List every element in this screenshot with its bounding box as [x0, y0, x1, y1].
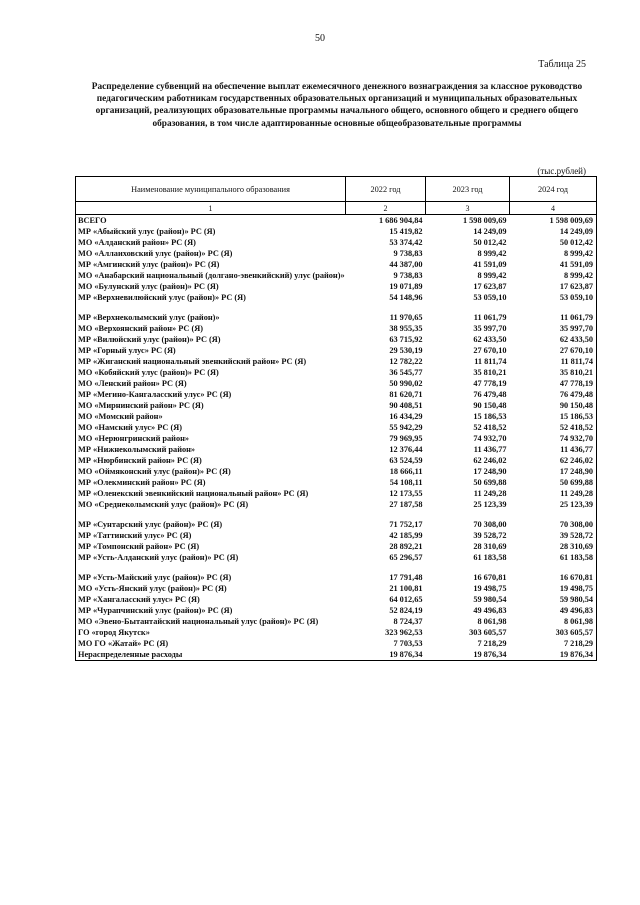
row-value-2024: 25 123,39	[510, 499, 597, 510]
row-value-2024: 11 061,79	[510, 312, 597, 323]
row-value-2023: 39 528,72	[473, 531, 507, 540]
row-value-2022: 54 148,96	[389, 293, 423, 302]
row-value-2022: 63 715,92	[389, 335, 423, 344]
row-value-2023: 11 436,77	[473, 445, 507, 454]
row-name: МР «Чурапчинский улус (район)» РС (Я)	[76, 605, 346, 616]
table-row	[76, 312, 597, 323]
table-row	[76, 215, 597, 227]
row-name: МО «Анабарский национальный (долгано-эвенкийский) улус (район)»	[76, 270, 346, 281]
row-name: МО «Мирнинский район» РС (Я)	[76, 400, 346, 411]
row-value-2024: 303 605,57	[510, 627, 597, 638]
header-num-1: 1	[76, 202, 346, 215]
header-2022: 2022 год	[346, 177, 426, 202]
row-value-2022: 71 752,17	[389, 520, 423, 529]
row-name: МР «Вилюйский улус (район)» РС (Я)	[76, 334, 346, 345]
row-value-2024: 14 249,09	[510, 226, 597, 237]
table-body	[76, 215, 597, 661]
row-value-2023: 90 150,48	[473, 401, 507, 410]
table-row	[76, 389, 597, 400]
row-value-2023: 11 249,28	[473, 489, 507, 498]
row-value-2024: 35 810,21	[510, 367, 597, 378]
row-value-2022: 42 185,99	[389, 531, 423, 540]
table-row	[76, 499, 597, 510]
row-value-2023: 8 061,98	[477, 617, 507, 626]
row-value-2024: 70 308,00	[510, 519, 597, 530]
row-name: МР «Оленекский эвенкийский национальный район» РС (Я)	[76, 488, 346, 499]
row-value-2022: 54 108,11	[389, 478, 423, 487]
row-value-2023: 11 061,79	[473, 313, 507, 322]
row-value-2022: 52 824,19	[389, 606, 423, 615]
row-value-2023: 14 249,09	[473, 227, 507, 236]
row-value-2022: 11 970,65	[389, 313, 423, 322]
row-value-2022: 9 738,83	[393, 249, 423, 258]
row-value-2024: 41 591,09	[510, 259, 597, 270]
row-value-2023: 50 699,88	[473, 478, 507, 487]
row-value-2024: 74 932,70	[510, 433, 597, 444]
row-value-2023: 59 980,54	[473, 595, 507, 604]
table-label: Таблица 25	[538, 59, 586, 70]
row-value-2024: 52 418,52	[510, 422, 597, 433]
row-name: МР «Нюрбинский район» РС (Я)	[76, 455, 346, 466]
row-value-2023: 61 183,58	[473, 553, 507, 562]
table-row	[76, 248, 597, 259]
units-label: (тыс.рублей)	[537, 166, 586, 176]
row-name: МР «Верхневилюйский улус (район)» РС (Я)	[76, 292, 346, 303]
row-value-2024: 11 436,77	[510, 444, 597, 455]
row-name: МО «Оймяконский улус (район)» РС (Я)	[76, 466, 346, 477]
header-2023: 2023 год	[426, 177, 510, 202]
table-row	[76, 605, 597, 616]
table-row	[76, 270, 597, 281]
row-value-2022: 81 620,71	[389, 390, 423, 399]
row-value-2023: 35 997,70	[473, 324, 507, 333]
row-name: МР «Олекминский район» РС (Я)	[76, 477, 346, 488]
row-value-2023: 303 605,57	[469, 628, 507, 637]
row-value-2023: 1 598 009,69	[462, 216, 507, 225]
row-name: МР «Мегино-Кангаласский улус» РС (Я)	[76, 389, 346, 400]
row-value-2024: 62 433,50	[510, 334, 597, 345]
table-row	[76, 572, 597, 583]
row-value-2024: 7 218,29	[510, 638, 597, 649]
row-name: МР «Верхнеколымский улус (район)»	[76, 312, 346, 323]
row-value-2024: 90 150,48	[510, 400, 597, 411]
row-value-2022: 28 892,21	[389, 542, 423, 551]
table-row	[76, 530, 597, 541]
row-value-2024: 35 997,70	[510, 323, 597, 334]
table-row	[76, 411, 597, 422]
row-value-2023: 74 932,70	[473, 434, 507, 443]
row-value-2023: 25 123,39	[473, 500, 507, 509]
row-name: МР «Хангаласский улус» РС (Я)	[76, 594, 346, 605]
spacer-row	[76, 510, 597, 519]
row-value-2024: 49 496,83	[510, 605, 597, 616]
table-row	[76, 519, 597, 530]
row-value-2023: 16 670,81	[473, 573, 507, 582]
row-value-2023: 50 012,42	[473, 238, 507, 247]
table-row	[76, 649, 597, 661]
table-row	[76, 367, 597, 378]
row-value-2022: 27 187,58	[389, 500, 423, 509]
row-name: МО «Аллаиховский улус (район)» РС (Я)	[76, 248, 346, 259]
table-row	[76, 259, 597, 270]
row-value-2024: 59 980,54	[510, 594, 597, 605]
row-value-2022: 36 545,77	[389, 368, 423, 377]
table-row	[76, 323, 597, 334]
row-name: Нераспределенные расходы	[76, 649, 346, 661]
row-value-2022: 79 969,95	[389, 434, 423, 443]
row-name: МО «Усть-Янский улус (район)» РС (Я)	[76, 583, 346, 594]
row-value-2024: 61 183,58	[510, 552, 597, 563]
table-row	[76, 583, 597, 594]
table-row	[76, 541, 597, 552]
row-value-2023: 47 778,19	[473, 379, 507, 388]
spacer-row	[76, 563, 597, 572]
document-title: Распределение субвенций на обеспечение выплат ежемесячного денежного вознаграждения за классное руководство педагогическим работникам государственных образовательных организаций и муниципальных образовательных организаций, реализующих образовательные программы начального общего, основного общего и среднего общего образования, в том числе адаптированные основные общеобразовательные программы	[91, 82, 583, 129]
row-value-2024: 8 999,42	[510, 248, 597, 259]
row-name: МО ГО «Жатай» РС (Я)	[76, 638, 346, 649]
row-value-2023: 49 496,83	[473, 606, 507, 615]
table-row	[76, 400, 597, 411]
row-value-2022: 12 782,22	[389, 357, 423, 366]
spacer-row	[76, 303, 597, 312]
row-value-2022: 29 530,19	[389, 346, 423, 355]
row-name: МО «Верхоянский район» РС (Я)	[76, 323, 346, 334]
row-value-2024: 8 999,42	[510, 270, 597, 281]
row-value-2022: 64 012,65	[389, 595, 423, 604]
row-value-2023: 19 876,34	[426, 649, 510, 661]
subsidy-table	[75, 176, 597, 661]
table-row	[76, 627, 597, 638]
table-row	[76, 444, 597, 455]
row-value-2023: 7 218,29	[477, 639, 507, 648]
row-name: МО «Намский улус» РС (Я)	[76, 422, 346, 433]
row-value-2023: 52 418,52	[473, 423, 507, 432]
row-value-2023: 17 248,90	[473, 467, 507, 476]
row-value-2022: 50 990,02	[389, 379, 423, 388]
table-row	[76, 616, 597, 627]
row-value-2023: 19 498,75	[473, 584, 507, 593]
row-name: МР «Жиганский национальный эвенкийский район» РС (Я)	[76, 356, 346, 367]
header-name: Наименование муниципального образования	[76, 177, 346, 202]
table-row	[76, 281, 597, 292]
row-value-2022: 1 686 904,84	[378, 216, 423, 225]
row-value-2022: 15 419,82	[389, 227, 423, 236]
row-value-2024: 50 012,42	[510, 237, 597, 248]
row-value-2024: 50 699,88	[510, 477, 597, 488]
row-value-2023: 27 670,10	[473, 346, 507, 355]
row-value-2024: 19 876,34	[510, 649, 597, 661]
table-row	[76, 638, 597, 649]
row-value-2024: 1 598 009,69	[510, 215, 597, 227]
row-value-2024: 53 059,10	[510, 292, 597, 303]
row-name: МР «Сунтарский улус (район)» РС (Я)	[76, 519, 346, 530]
row-value-2024: 19 498,75	[510, 583, 597, 594]
row-name: ВСЕГО	[76, 215, 346, 227]
row-value-2022: 19 071,89	[389, 282, 423, 291]
row-value-2024: 47 778,19	[510, 378, 597, 389]
table-row	[76, 552, 597, 563]
row-value-2023: 17 623,87	[473, 282, 507, 291]
table-row	[76, 237, 597, 248]
row-value-2022: 12 173,55	[389, 489, 423, 498]
row-value-2022: 19 876,34	[346, 649, 426, 661]
row-name: МР «Усть-Майский улус (район)» РС (Я)	[76, 572, 346, 583]
row-name: МР «Амгинский улус (район)» РС (Я)	[76, 259, 346, 270]
row-value-2023: 70 308,00	[473, 520, 507, 529]
row-value-2023: 62 246,02	[473, 456, 507, 465]
table-row	[76, 226, 597, 237]
row-value-2024: 39 528,72	[510, 530, 597, 541]
row-name: МР «Горный улус» РС (Я)	[76, 345, 346, 356]
row-value-2024: 8 061,98	[510, 616, 597, 627]
row-value-2023: 41 591,09	[473, 260, 507, 269]
header-2024: 2024 год	[510, 177, 597, 202]
header-num-2: 2	[346, 202, 426, 215]
row-name: МР «Томпонский район» РС (Я)	[76, 541, 346, 552]
row-value-2023: 28 310,69	[473, 542, 507, 551]
row-name: ГО «город Якутск»	[76, 627, 346, 638]
row-value-2022: 323 962,53	[385, 628, 423, 637]
row-value-2023: 8 999,42	[477, 249, 507, 258]
row-name: МО «Булунский улус (район)» РС (Я)	[76, 281, 346, 292]
row-name: МО «Эвено-Бытантайский национальный улус (район)» РС (Я)	[76, 616, 346, 627]
header-num-3: 3	[426, 202, 510, 215]
table-row	[76, 422, 597, 433]
row-value-2023: 11 811,74	[474, 357, 507, 366]
row-value-2022: 21 100,81	[389, 584, 423, 593]
row-value-2022: 44 387,00	[389, 260, 423, 269]
row-name: МО «Ленский район» РС (Я)	[76, 378, 346, 389]
table-row	[76, 334, 597, 345]
row-value-2023: 8 999,42	[477, 271, 507, 280]
row-value-2024: 15 186,53	[510, 411, 597, 422]
row-value-2023: 15 186,53	[473, 412, 507, 421]
table-row	[76, 466, 597, 477]
row-name: МО «Кобяйский улус (район)» РС (Я)	[76, 367, 346, 378]
row-value-2022: 9 738,83	[393, 271, 423, 280]
table-row	[76, 345, 597, 356]
row-value-2024: 11 249,28	[510, 488, 597, 499]
row-value-2023: 76 479,48	[473, 390, 507, 399]
row-value-2023: 62 433,50	[473, 335, 507, 344]
row-name: МР «Абыйский улус (район)» РС (Я)	[76, 226, 346, 237]
row-value-2022: 55 942,29	[389, 423, 423, 432]
row-name: МО «Нерюнгринский район»	[76, 433, 346, 444]
row-value-2022: 63 524,59	[389, 456, 423, 465]
table-row	[76, 378, 597, 389]
table-row	[76, 356, 597, 367]
row-value-2024: 17 623,87	[510, 281, 597, 292]
row-value-2023: 53 059,10	[473, 293, 507, 302]
table-row	[76, 594, 597, 605]
row-value-2024: 17 248,90	[510, 466, 597, 477]
table-row	[76, 292, 597, 303]
row-value-2024: 27 670,10	[510, 345, 597, 356]
page-number: 50	[315, 33, 325, 44]
row-name: МР «Усть-Алданский улус (район)» РС (Я)	[76, 552, 346, 563]
table-row	[76, 477, 597, 488]
row-value-2024: 62 246,02	[510, 455, 597, 466]
row-value-2024: 28 310,69	[510, 541, 597, 552]
row-value-2022: 7 703,53	[393, 639, 423, 648]
row-value-2022: 17 791,48	[389, 573, 423, 582]
row-name: МР «Таттинский улус» РС (Я)	[76, 530, 346, 541]
row-value-2022: 18 666,11	[389, 467, 423, 476]
row-value-2022: 16 434,29	[389, 412, 423, 421]
row-value-2022: 8 724,37	[393, 617, 423, 626]
row-name: МО «Среднеколымский улус (район)» РС (Я)	[76, 499, 346, 510]
row-name: МР «Нижнеколымский район»	[76, 444, 346, 455]
row-value-2024: 76 479,48	[510, 389, 597, 400]
header-num-4: 4	[510, 202, 597, 215]
row-value-2024: 11 811,74	[510, 356, 597, 367]
row-value-2022: 65 296,57	[389, 553, 423, 562]
table-row	[76, 433, 597, 444]
table-row	[76, 488, 597, 499]
table-row	[76, 455, 597, 466]
row-value-2023: 35 810,21	[473, 368, 507, 377]
row-name: МО «Момский район»	[76, 411, 346, 422]
row-value-2022: 53 374,42	[389, 238, 423, 247]
row-name: МО «Алданский район» РС (Я)	[76, 237, 346, 248]
row-value-2022: 90 408,51	[389, 401, 423, 410]
row-value-2024: 16 670,81	[510, 572, 597, 583]
row-value-2022: 12 376,44	[389, 445, 423, 454]
row-value-2022: 38 955,35	[389, 324, 423, 333]
